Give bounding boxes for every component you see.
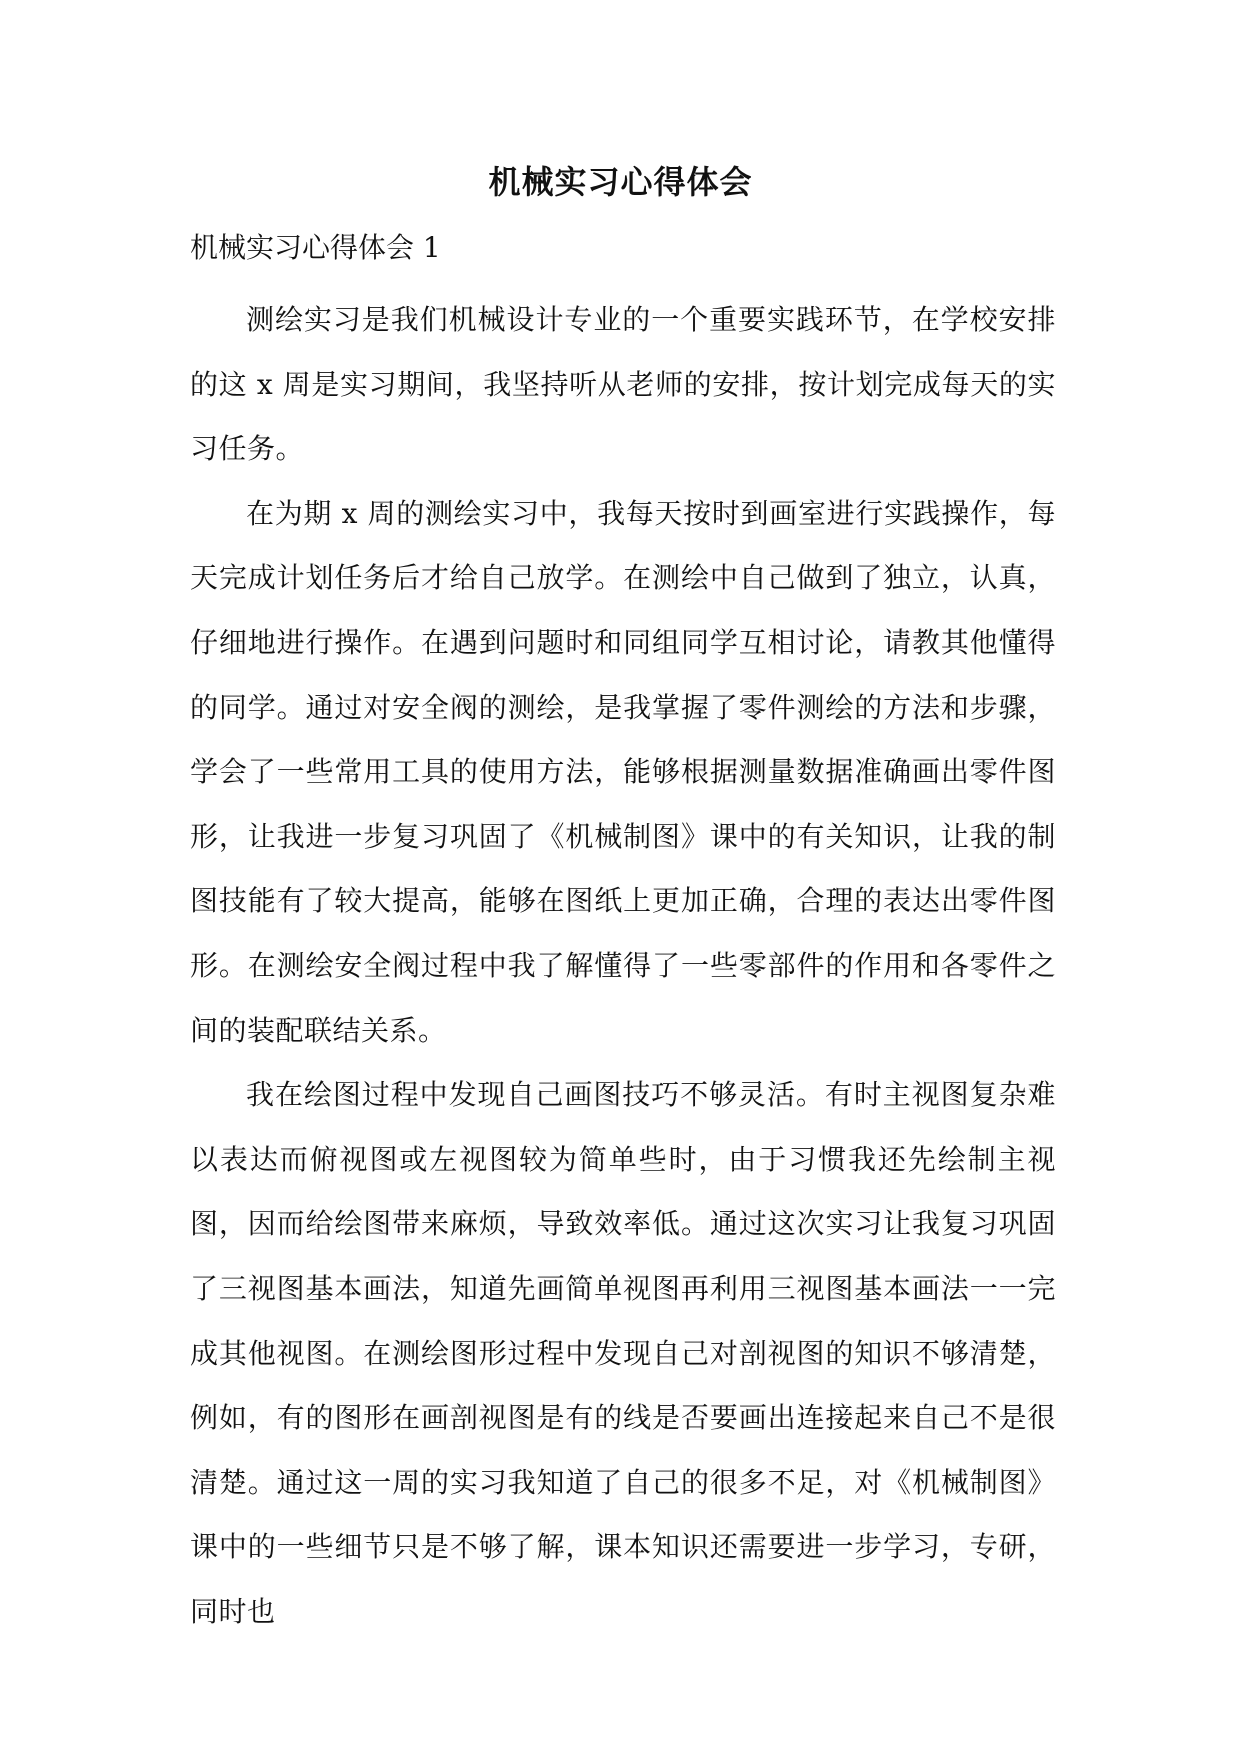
paragraph-1: 测绘实习是我们机械设计专业的一个重要实践环节，在学校安排的这 x 周是实习期间，我坚持听从老师的安排，按计划完成每天的实习任务。 <box>190 303 1056 466</box>
document-title: 机械实习心得体会 <box>488 163 753 201</box>
body-text <box>190 288 1056 1644</box>
section-heading: 机械实习心得体会 1 <box>190 231 441 264</box>
paragraph-2: 在为期 x 周的测绘实习中，我每天按时到画室进行实践操作，每天完成计划任务后才给自己放学。在测绘中自己做到了独立，认真，仔细地进行操作。在遇到问题时和同组同学互相讨论，请教其他懂得的同学。通过对安全阀的测绘，是我掌握了零件测绘的方法和步骤，学会了一些常用工具的使用方法，能够根据测量数据准确画出零件图形，让我进一步复习巩固了《机械制图》课中的有关知识，让我的制图技能有了较大提高，能够在图纸上更加正确，合理的表达出零件图形。在测绘安全阀过程中我了解懂得了一些零部件的作用和各零件之间的装配联结关系。 <box>190 496 1056 1047</box>
paragraph-3: 我在绘图过程中发现自己画图技巧不够灵活。有时主视图复杂难以表达而俯视图或左视图较为简单些时，由于习惯我还先绘制主视图，因而给绘图带来麻烦，导致效率低。通过这次实习让我复习巩固了三视图基本画法，知道先画简单视图再利用三视图基本画法一一完成其他视图。在测绘图形过程中发现自己对剖视图的知识不够清楚，例如，有的图形在画剖视图是有的线是否要画出连接起来自己不是很清楚。通过这一周的实习我知道了自己的很多不足，对《机械制图》课中的一些细节只是不够了解，课本知识还需要进一步学习，专研，同时也 <box>190 1078 1056 1628</box>
